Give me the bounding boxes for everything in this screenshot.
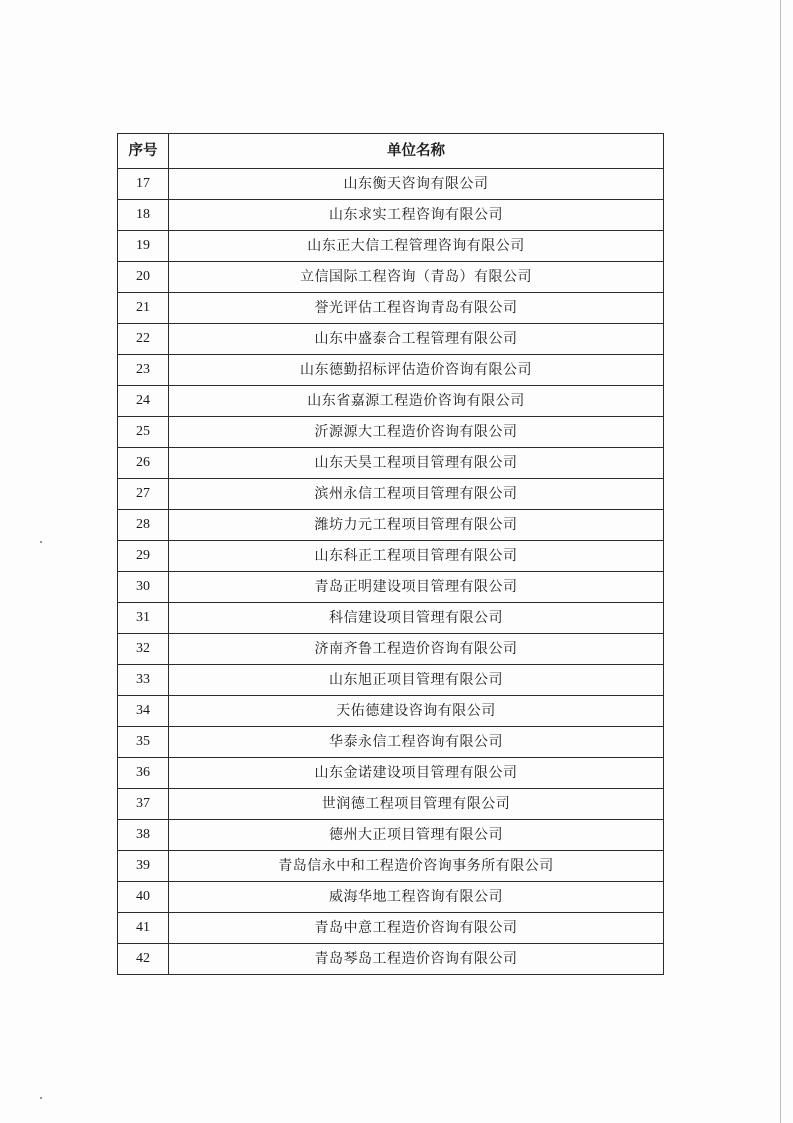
- row-company-name: 山东金诺建设项目管理有限公司: [169, 758, 664, 789]
- row-number: 42: [118, 944, 169, 975]
- row-company-name: 青岛中意工程造价咨询有限公司: [169, 913, 664, 944]
- scan-speck: [40, 1097, 42, 1099]
- table-row: [118, 479, 664, 510]
- table-row: [118, 634, 664, 665]
- row-number: 38: [118, 820, 169, 851]
- header-name: 单位名称: [169, 134, 664, 169]
- table-row: [118, 882, 664, 913]
- row-number: 33: [118, 665, 169, 696]
- table-row: [118, 262, 664, 293]
- company-list-table: [117, 133, 664, 975]
- row-company-name: 滨州永信工程项目管理有限公司: [169, 479, 664, 510]
- table-header-row: [118, 134, 664, 169]
- table-row: [118, 169, 664, 200]
- table-row: [118, 417, 664, 448]
- row-number: 18: [118, 200, 169, 231]
- table-row: [118, 696, 664, 727]
- table-row: [118, 541, 664, 572]
- table-row: [118, 572, 664, 603]
- row-number: 23: [118, 355, 169, 386]
- row-company-name: 山东旭正项目管理有限公司: [169, 665, 664, 696]
- row-company-name: 华泰永信工程咨询有限公司: [169, 727, 664, 758]
- table-row: [118, 727, 664, 758]
- row-company-name: 立信国际工程咨询（青岛）有限公司: [169, 262, 664, 293]
- row-company-name: 山东中盛泰合工程管理有限公司: [169, 324, 664, 355]
- table-row: [118, 324, 664, 355]
- table-row: [118, 851, 664, 882]
- table-row: [118, 944, 664, 975]
- row-company-name: 世润德工程项目管理有限公司: [169, 789, 664, 820]
- table-row: [118, 293, 664, 324]
- row-number: 20: [118, 262, 169, 293]
- table-row: [118, 231, 664, 262]
- table-row: [118, 665, 664, 696]
- scan-speck: [40, 541, 42, 543]
- row-company-name: 青岛正明建设项目管理有限公司: [169, 572, 664, 603]
- row-number: 37: [118, 789, 169, 820]
- row-company-name: 山东天昊工程项目管理有限公司: [169, 448, 664, 479]
- table-row: [118, 913, 664, 944]
- row-number: 40: [118, 882, 169, 913]
- row-number: 17: [118, 169, 169, 200]
- table-row: [118, 355, 664, 386]
- table-row: [118, 758, 664, 789]
- row-company-name: 山东求实工程咨询有限公司: [169, 200, 664, 231]
- row-number: 30: [118, 572, 169, 603]
- table-row: [118, 200, 664, 231]
- row-company-name: 济南齐鲁工程造价咨询有限公司: [169, 634, 664, 665]
- row-company-name: 沂源源大工程造价咨询有限公司: [169, 417, 664, 448]
- row-company-name: 山东衡天咨询有限公司: [169, 169, 664, 200]
- row-company-name: 山东正大信工程管理咨询有限公司: [169, 231, 664, 262]
- row-number: 27: [118, 479, 169, 510]
- row-number: 19: [118, 231, 169, 262]
- row-number: 22: [118, 324, 169, 355]
- row-number: 21: [118, 293, 169, 324]
- row-company-name: 天佑德建设咨询有限公司: [169, 696, 664, 727]
- row-number: 36: [118, 758, 169, 789]
- table-row: [118, 386, 664, 417]
- row-number: 26: [118, 448, 169, 479]
- row-company-name: 科信建设项目管理有限公司: [169, 603, 664, 634]
- row-number: 29: [118, 541, 169, 572]
- row-company-name: 山东德勤招标评估造价咨询有限公司: [169, 355, 664, 386]
- row-number: 39: [118, 851, 169, 882]
- table-row: [118, 820, 664, 851]
- table-row: [118, 510, 664, 541]
- table-row: [118, 603, 664, 634]
- row-company-name: 潍坊力元工程项目管理有限公司: [169, 510, 664, 541]
- row-company-name: 山东科正工程项目管理有限公司: [169, 541, 664, 572]
- row-company-name: 德州大正项目管理有限公司: [169, 820, 664, 851]
- row-number: 31: [118, 603, 169, 634]
- table-row: [118, 448, 664, 479]
- row-company-name: 青岛琴岛工程造价咨询有限公司: [169, 944, 664, 975]
- header-number: 序号: [118, 134, 169, 169]
- row-company-name: 青岛信永中和工程造价咨询事务所有限公司: [169, 851, 664, 882]
- row-number: 25: [118, 417, 169, 448]
- row-number: 24: [118, 386, 169, 417]
- scan-edge-line: [780, 0, 781, 1123]
- row-number: 28: [118, 510, 169, 541]
- row-company-name: 山东省嘉源工程造价咨询有限公司: [169, 386, 664, 417]
- row-company-name: 誉光评估工程咨询青岛有限公司: [169, 293, 664, 324]
- row-company-name: 威海华地工程咨询有限公司: [169, 882, 664, 913]
- row-number: 41: [118, 913, 169, 944]
- row-number: 35: [118, 727, 169, 758]
- row-number: 32: [118, 634, 169, 665]
- row-number: 34: [118, 696, 169, 727]
- table-row: [118, 789, 664, 820]
